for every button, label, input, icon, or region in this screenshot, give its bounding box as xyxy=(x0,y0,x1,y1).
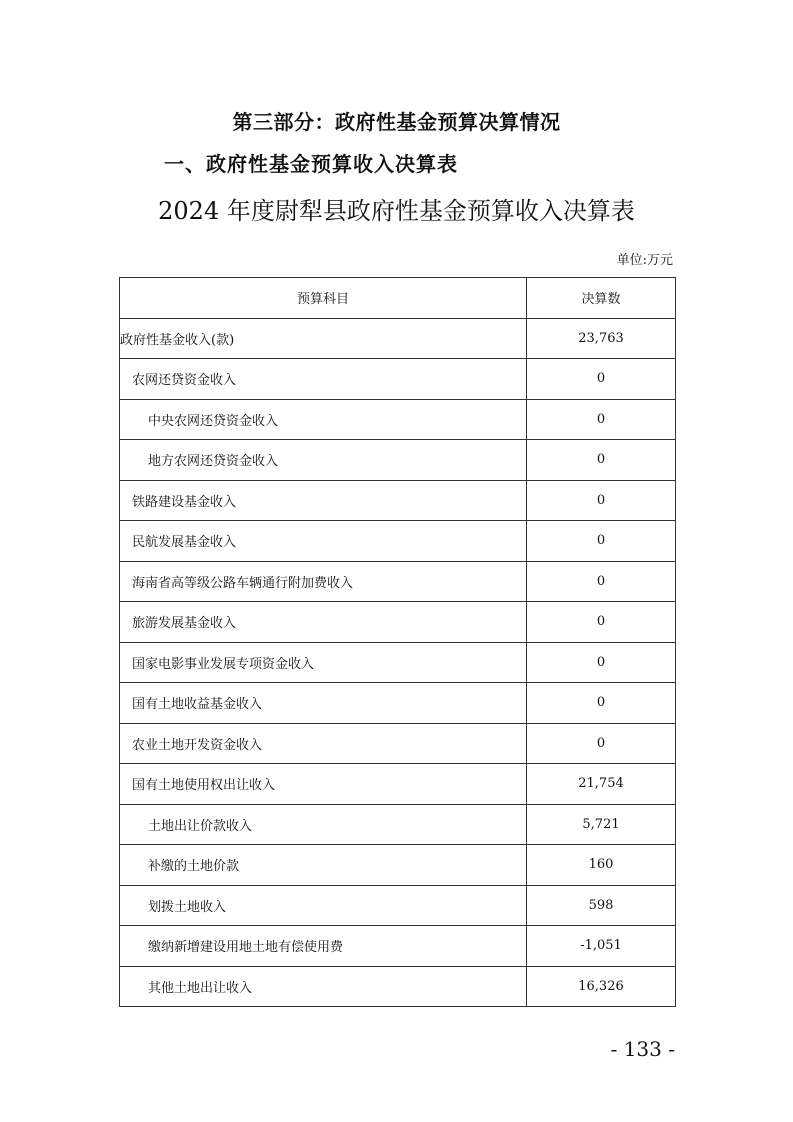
table-body xyxy=(120,318,676,1007)
table-title: 2024 年度尉犁县政府性基金预算收入决算表 xyxy=(158,197,635,225)
table-row xyxy=(120,318,676,359)
row-subject-label: 国有土地使用权出让收入 xyxy=(132,778,276,794)
row-subject-label: 旅游发展基金收入 xyxy=(132,616,237,632)
header-final-amount: 决算数 xyxy=(527,278,676,319)
row-subject-cell xyxy=(120,723,527,764)
table-row xyxy=(120,764,676,805)
row-amount-cell: 0 xyxy=(527,521,676,562)
row-subject-cell xyxy=(120,318,527,359)
row-amount-cell: 0 xyxy=(527,561,676,602)
row-subject-cell xyxy=(120,764,527,805)
row-subject-label: 铁路建设基金收入 xyxy=(132,494,237,510)
row-amount-cell: 0 xyxy=(527,683,676,724)
row-amount-cell: 0 xyxy=(527,440,676,481)
revenue-table xyxy=(119,277,676,1007)
section-title: 一、政府性基金预算收入决算表 xyxy=(164,152,458,176)
row-subject-label: 地方农网还贷资金收入 xyxy=(148,454,279,470)
table-row xyxy=(120,440,676,481)
table-header-row xyxy=(120,278,676,319)
row-subject-label: 缴纳新增建设用地土地有偿使用费 xyxy=(148,940,344,956)
row-subject-cell xyxy=(120,804,527,845)
row-subject-label: 补缴的土地价款 xyxy=(148,859,240,875)
part-title: 第三部分：政府性基金预算决算情况 xyxy=(232,110,561,134)
row-subject-label: 民航发展基金收入 xyxy=(132,535,237,551)
row-subject-label: 土地出让价款收入 xyxy=(148,818,253,834)
row-subject-cell xyxy=(120,683,527,724)
row-subject-label: 划拨土地收入 xyxy=(148,899,227,915)
row-subject-cell xyxy=(120,561,527,602)
row-amount-cell: 160 xyxy=(527,845,676,886)
row-subject-label: 农业土地开发资金收入 xyxy=(132,737,263,753)
row-subject-cell xyxy=(120,440,527,481)
table-row xyxy=(120,845,676,886)
row-subject-cell xyxy=(120,399,527,440)
table-row xyxy=(120,926,676,967)
row-subject-cell xyxy=(120,966,527,1007)
row-amount-cell: 598 xyxy=(527,885,676,926)
table-row xyxy=(120,885,676,926)
table-row xyxy=(120,683,676,724)
row-amount-cell: 0 xyxy=(527,399,676,440)
row-amount-cell: 5,721 xyxy=(527,804,676,845)
row-subject-cell xyxy=(120,521,527,562)
table-row xyxy=(120,602,676,643)
table-row xyxy=(120,359,676,400)
row-subject-label: 农网还贷资金收入 xyxy=(132,373,237,389)
row-subject-cell xyxy=(120,642,527,683)
row-subject-cell xyxy=(120,926,527,967)
row-subject-label: 政府性基金收入(款) xyxy=(120,332,235,348)
row-amount-cell: 0 xyxy=(527,642,676,683)
table-row xyxy=(120,804,676,845)
row-amount-cell: 16,326 xyxy=(527,966,676,1007)
row-subject-label: 国家电影事业发展专项资金收入 xyxy=(132,656,315,672)
table-row xyxy=(120,480,676,521)
table-row xyxy=(120,399,676,440)
table-row xyxy=(120,723,676,764)
page-number: - 133 - xyxy=(610,1037,675,1061)
row-amount-cell: 21,754 xyxy=(527,764,676,805)
unit-label: 单位:万元 xyxy=(616,253,673,268)
row-subject-cell xyxy=(120,885,527,926)
row-subject-cell xyxy=(120,845,527,886)
table-row xyxy=(120,642,676,683)
table-row xyxy=(120,521,676,562)
row-subject-label: 国有土地收益基金收入 xyxy=(132,697,263,713)
row-amount-cell: 0 xyxy=(527,359,676,400)
row-amount-cell: -1,051 xyxy=(527,926,676,967)
header-budget-subject: 预算科目 xyxy=(120,278,527,319)
row-subject-label: 其他土地出让收入 xyxy=(148,980,253,996)
row-subject-cell xyxy=(120,480,527,521)
row-subject-cell xyxy=(120,602,527,643)
row-amount-cell: 0 xyxy=(527,480,676,521)
row-subject-cell xyxy=(120,359,527,400)
row-amount-cell: 23,763 xyxy=(527,318,676,359)
row-subject-label: 海南省高等级公路车辆通行附加费收入 xyxy=(132,575,354,591)
row-amount-cell: 0 xyxy=(527,723,676,764)
row-subject-label: 中央农网还贷资金收入 xyxy=(148,413,279,429)
table-row xyxy=(120,561,676,602)
row-amount-cell: 0 xyxy=(527,602,676,643)
table-row xyxy=(120,966,676,1007)
